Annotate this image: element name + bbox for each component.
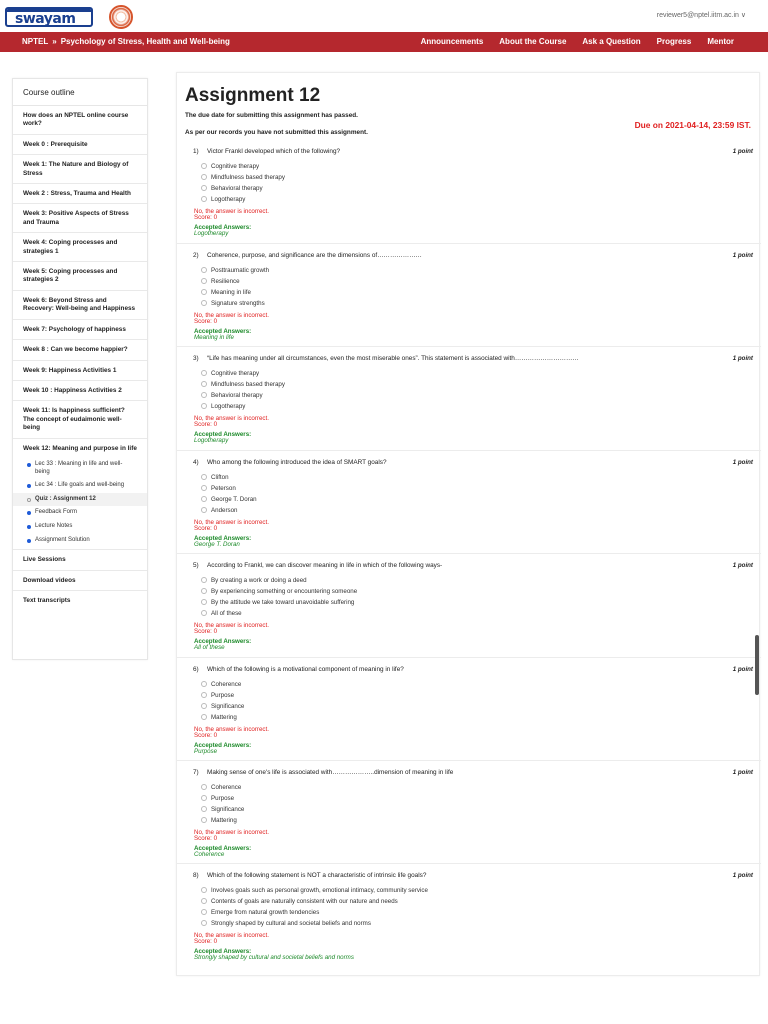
answer-option[interactable] — [201, 817, 237, 824]
bullet-icon — [27, 484, 31, 488]
question-divider — [177, 760, 761, 761]
accepted-answers-label: Accepted Answers: — [194, 948, 252, 955]
score-text: Score: 0 — [194, 214, 218, 221]
radio-button-icon[interactable] — [201, 381, 207, 387]
question-number: 5) — [193, 562, 199, 569]
accepted-answers-label: Accepted Answers: — [194, 224, 252, 231]
answer-option-label: Mattering — [211, 714, 237, 721]
question-text — [193, 459, 713, 466]
radio-button-icon[interactable] — [201, 370, 207, 376]
question-number: 7) — [193, 769, 199, 776]
answer-option-label: Logotherapy — [211, 403, 246, 410]
radio-button-icon[interactable] — [201, 909, 207, 915]
answer-option-label: Cognitive therapy — [211, 163, 260, 170]
accepted-answer-value: Meaning in life — [194, 334, 234, 341]
question-divider — [177, 863, 761, 864]
answer-option[interactable] — [201, 507, 238, 514]
answer-option-label: All of these — [211, 610, 242, 617]
question-text — [193, 872, 713, 879]
score-text: Score: 0 — [194, 628, 218, 635]
accepted-answer-value: Strongly shaped by cultural and societal beliefs and norms — [194, 954, 354, 961]
question-prompt: Coherence, purpose, and significance are the dimensions of………………… — [207, 252, 422, 259]
sidebar-subitem-label: Lecture Notes — [35, 522, 73, 529]
question-divider — [177, 657, 761, 658]
sidebar-item-week-0[interactable]: Week 0 : Prerequisite — [13, 135, 147, 155]
radio-button-icon[interactable] — [201, 887, 207, 893]
answer-option[interactable] — [201, 577, 307, 584]
answer-option-label: Contents of goals are naturally consistent with our nature and needs — [211, 898, 398, 905]
accepted-answer-value: George T. Doran — [194, 541, 240, 548]
nav-about-the-course[interactable]: About the Course — [499, 37, 567, 46]
question-divider — [177, 450, 761, 451]
sidebar-subitem-label: Quiz : Assignment 12 — [35, 495, 96, 502]
answer-option-label: Cognitive therapy — [211, 370, 260, 377]
bullet-icon — [27, 498, 31, 502]
sidebar-item-week-2[interactable]: Week 2 : Stress, Trauma and Health — [13, 184, 147, 204]
question-prompt: “Life has meaning under all circumstances, even the most miserable ones”. This statement is associated with………………………… — [207, 355, 579, 362]
radio-button-icon[interactable] — [201, 289, 207, 295]
answer-option[interactable] — [201, 403, 245, 410]
answer-option[interactable] — [201, 185, 263, 192]
radio-button-icon[interactable] — [201, 588, 207, 594]
sidebar-title: Course outline — [13, 79, 147, 106]
sidebar-item-live-sessions[interactable]: Live Sessions — [13, 550, 147, 570]
accepted-answer-value: Logotherapy — [194, 437, 229, 444]
answer-option-label: Posttraumatic growth — [211, 267, 270, 274]
answer-option[interactable] — [201, 714, 237, 721]
radio-button-icon[interactable] — [201, 403, 207, 409]
answer-option[interactable] — [201, 485, 236, 492]
accepted-answers-label: Accepted Answers: — [194, 431, 252, 438]
answer-option-label: Mattering — [211, 817, 237, 824]
answer-option-label: Emerge from natural growth tendencies — [211, 909, 320, 916]
radio-button-icon[interactable] — [201, 817, 207, 823]
question-number: 1) — [193, 148, 199, 155]
answer-option-label: Signature strengths — [211, 300, 265, 307]
answer-option-label: Peterson — [211, 485, 236, 492]
radio-button-icon[interactable] — [201, 806, 207, 812]
radio-button-icon[interactable] — [201, 703, 207, 709]
answer-option-label: George T. Doran — [211, 496, 257, 503]
sidebar-subitem-lec-33[interactable] — [13, 458, 147, 479]
sidebar-subitem-label: Assignment Solution — [35, 536, 90, 543]
question-text — [193, 562, 713, 569]
accepted-answers-label: Accepted Answers: — [194, 638, 252, 645]
sidebar-subitem-quiz-assignment-12[interactable] — [13, 493, 147, 507]
question-number: 8) — [193, 872, 199, 879]
radio-button-icon[interactable] — [201, 474, 207, 480]
answer-option[interactable] — [201, 300, 265, 307]
accepted-answer-value: All of these — [194, 644, 225, 651]
answer-option-label: Anderson — [211, 507, 238, 514]
question-points: 1 point — [732, 252, 753, 259]
answer-option[interactable] — [201, 920, 371, 927]
incorrect-answer-message: No, the answer is incorrect. — [194, 415, 269, 422]
answer-option[interactable] — [201, 588, 357, 595]
answer-option[interactable] — [201, 898, 398, 905]
sidebar-subitem-label: Lec 34 : Life goals and well-being — [35, 482, 125, 489]
question-points: 1 point — [732, 148, 753, 155]
question-prompt: Which of the following statement is NOT a characteristic of intrinsic life goals? — [207, 872, 427, 879]
answer-option-label: Involves goals such as personal growth, emotional intimacy, community service — [211, 887, 428, 894]
sidebar-subitem-label: Feedback Form — [35, 509, 78, 516]
question-points: 1 point — [732, 769, 753, 776]
answer-option-label: Coherence — [211, 681, 242, 688]
answer-option[interactable] — [201, 163, 259, 170]
bullet-icon — [27, 463, 31, 467]
question-divider — [177, 553, 761, 554]
answer-option[interactable] — [201, 392, 263, 399]
radio-button-icon[interactable] — [201, 577, 207, 583]
radio-button-icon[interactable] — [201, 898, 207, 904]
not-submitted-notice: As per our records you have not submitted this assignment. — [185, 129, 368, 136]
nav-links — [405, 37, 734, 46]
sidebar-item-text-transcripts[interactable]: Text transcripts — [23, 596, 71, 604]
sidebar-item-week-5[interactable]: Week 5: Coping processes and strategies 2 — [13, 262, 147, 291]
question-divider — [177, 346, 761, 347]
accepted-answer-value: Logotherapy — [194, 230, 229, 237]
breadcrumb-course[interactable]: Psychology of Stress, Health and Well-being — [60, 37, 230, 46]
sidebar-item-week-9[interactable]: Week 9: Happiness Activities 1 — [13, 361, 147, 381]
sidebar-item-week-7[interactable]: Week 7: Psychology of happiness — [13, 320, 147, 340]
radio-button-icon[interactable] — [201, 795, 207, 801]
sidebar-item-week-1[interactable]: Week 1: The Nature and Biology of Stress — [13, 155, 147, 184]
question-prompt: Which of the following is a motivational component of meaning in life? — [207, 666, 404, 673]
answer-option[interactable] — [201, 887, 428, 894]
radio-button-icon[interactable] — [201, 174, 207, 180]
bullet-icon — [27, 525, 31, 529]
question-points: 1 point — [732, 666, 753, 673]
answer-option-label: Mindfulness based therapy — [211, 174, 285, 181]
question-number: 6) — [193, 666, 199, 673]
breadcrumb-nptel[interactable]: NPTEL — [22, 37, 49, 46]
answer-option[interactable] — [201, 174, 285, 181]
sidebar-item-week-4[interactable]: Week 4: Coping processes and strategies 1 — [13, 233, 147, 262]
question-number: 2) — [193, 252, 199, 259]
sidebar-subitem-label: Lec 33 : Meaning in life and well-being — [35, 460, 123, 475]
radio-button-icon[interactable] — [201, 496, 207, 502]
radio-button-icon[interactable] — [201, 681, 207, 687]
radio-button-icon[interactable] — [201, 196, 207, 202]
accepted-answers-label: Accepted Answers: — [194, 328, 252, 335]
nav-progress[interactable]: Progress — [656, 37, 692, 46]
question-points: 1 point — [732, 459, 753, 466]
answer-option[interactable] — [201, 267, 269, 274]
user-account-menu[interactable]: reviewer5@nptel.iitm.ac.in ∨ — [656, 12, 746, 19]
answer-option[interactable] — [201, 681, 241, 688]
answer-option[interactable] — [201, 909, 319, 916]
sidebar-subitem-feedback-form[interactable] — [13, 506, 147, 520]
answer-option[interactable] — [201, 496, 257, 503]
answer-option-label: Meaning in life — [211, 289, 251, 296]
sidebar-item-week-3[interactable]: Week 3: Positive Aspects of Stress and Trauma — [13, 204, 147, 233]
question-number: 4) — [193, 459, 199, 466]
question-text — [193, 666, 713, 673]
score-text: Score: 0 — [194, 835, 218, 842]
incorrect-answer-message: No, the answer is incorrect. — [194, 932, 269, 939]
sidebar-item-download-videos[interactable]: Download videos — [13, 571, 147, 591]
radio-button-icon[interactable] — [201, 692, 207, 698]
answer-option-label: By the attitude we take toward unavoidable suffering — [211, 599, 355, 606]
answer-option-label: Purpose — [211, 692, 235, 699]
scrollbar[interactable] — [755, 635, 759, 695]
answer-option-label: Purpose — [211, 795, 235, 802]
score-text: Score: 0 — [194, 525, 218, 532]
sidebar-item-how-nptel-works[interactable]: How does an NPTEL online course work? — [13, 106, 147, 135]
answer-option-label: Strongly shaped by cultural and societal beliefs and norms — [211, 920, 371, 927]
sidebar-item-week-12[interactable]: Week 12: Meaning and purpose in life — [23, 444, 137, 452]
answer-option[interactable] — [201, 806, 244, 813]
answer-option[interactable] — [201, 278, 240, 285]
sidebar-subitem-lec-34[interactable] — [13, 479, 147, 493]
radio-button-icon[interactable] — [201, 784, 207, 790]
due-date-passed-notice: The due date for submitting this assignment has passed. — [185, 112, 358, 119]
top-header — [0, 0, 768, 32]
page-title: Assignment 12 — [185, 85, 321, 106]
logo-text: swayam — [15, 11, 76, 27]
score-text: Score: 0 — [194, 938, 218, 945]
question-text — [193, 769, 713, 776]
sidebar-subitem-lecture-notes[interactable] — [13, 520, 147, 534]
sidebar-subitem-assignment-solution[interactable] — [13, 534, 147, 551]
question-text — [193, 355, 713, 362]
answer-option[interactable] — [201, 610, 242, 617]
radio-button-icon[interactable] — [201, 267, 207, 273]
answer-option-label: Significance — [211, 703, 245, 710]
question-prompt: Who among the following introduced the idea of SMART goals? — [207, 459, 387, 466]
question-points: 1 point — [732, 355, 753, 362]
course-navbar — [0, 32, 768, 52]
radio-button-icon[interactable] — [201, 714, 207, 720]
incorrect-answer-message: No, the answer is incorrect. — [194, 726, 269, 733]
swayam-logo[interactable] — [5, 7, 93, 27]
answer-option[interactable] — [201, 381, 285, 388]
answer-option-label: Mindfulness based therapy — [211, 381, 285, 388]
assignment-panel — [176, 72, 760, 976]
incorrect-answer-message: No, the answer is incorrect. — [194, 829, 269, 836]
question-number: 3) — [193, 355, 199, 362]
question-text — [193, 252, 713, 259]
score-text: Score: 0 — [194, 421, 218, 428]
radio-button-icon[interactable] — [201, 185, 207, 191]
question-points: 1 point — [732, 562, 753, 569]
incorrect-answer-message: No, the answer is incorrect. — [194, 622, 269, 629]
sidebar-item-week-11[interactable]: Week 11: Is happiness sufficient? The concept of eudaimonic well-being — [13, 401, 147, 438]
accepted-answer-value: Coherence — [194, 851, 225, 858]
answer-option-label: Behavioral therapy — [211, 392, 263, 399]
nav-mentor[interactable]: Mentor — [707, 37, 734, 46]
incorrect-answer-message: No, the answer is incorrect. — [194, 208, 269, 215]
radio-button-icon[interactable] — [201, 599, 207, 605]
answer-option[interactable] — [201, 784, 241, 791]
answer-option-label: By experiencing something or encountering someone — [211, 588, 358, 595]
incorrect-answer-message: No, the answer is incorrect. — [194, 312, 269, 319]
question-prompt: Victor Frankl developed which of the following? — [207, 148, 341, 155]
course-outline-sidebar — [12, 78, 148, 660]
answer-option[interactable] — [201, 474, 229, 481]
score-text: Score: 0 — [194, 732, 218, 739]
answer-option[interactable] — [201, 703, 244, 710]
answer-option-label: Coherence — [211, 784, 242, 791]
sidebar-item-week-8[interactable]: Week 8 : Can we become happier? — [13, 340, 147, 360]
answer-option-label: Logotherapy — [211, 196, 246, 203]
answer-option-label: Behavioral therapy — [211, 185, 263, 192]
score-text: Score: 0 — [194, 318, 218, 325]
radio-button-icon[interactable] — [201, 920, 207, 926]
accepted-answer-value: Purpose — [194, 748, 218, 755]
due-date: Due on 2021-04-14, 23:59 IST. — [634, 120, 751, 130]
accepted-answers-label: Accepted Answers: — [194, 535, 252, 542]
question-text — [193, 148, 713, 155]
answer-option-label: By creating a work or doing a deed — [211, 577, 307, 584]
answer-option-label: Resilience — [211, 278, 240, 285]
question-prompt: Making sense of one's life is associated with………………..dimension of meaning in life — [207, 769, 454, 776]
nptel-emblem-icon[interactable] — [109, 5, 133, 29]
bullet-icon — [27, 511, 31, 515]
sidebar-item-week-6[interactable]: Week 6: Beyond Stress and Recovery: Well-being and Happiness — [13, 291, 147, 320]
answer-option[interactable] — [201, 795, 234, 802]
radio-button-icon[interactable] — [201, 610, 207, 616]
answer-option[interactable] — [201, 196, 245, 203]
question-divider — [177, 243, 761, 244]
incorrect-answer-message: No, the answer is incorrect. — [194, 519, 269, 526]
breadcrumb — [22, 37, 230, 46]
radio-button-icon[interactable] — [201, 507, 207, 513]
question-prompt: According to Frankl, we can discover meaning in life in which of the following ways- — [207, 562, 443, 569]
radio-button-icon[interactable] — [201, 392, 207, 398]
nav-ask-a-question[interactable]: Ask a Question — [582, 37, 641, 46]
sidebar-item-week-10[interactable]: Week 10 : Happiness Activities 2 — [13, 381, 147, 401]
radio-button-icon[interactable] — [201, 485, 207, 491]
radio-button-icon[interactable] — [201, 163, 207, 169]
bullet-icon — [27, 539, 31, 543]
answer-option[interactable] — [201, 599, 354, 606]
accepted-answers-label: Accepted Answers: — [194, 845, 252, 852]
answer-option[interactable] — [201, 370, 259, 377]
breadcrumb-separator: » — [52, 37, 57, 46]
radio-button-icon[interactable] — [201, 278, 207, 284]
answer-option-label: Clifton — [211, 474, 229, 481]
accepted-answers-label: Accepted Answers: — [194, 742, 252, 749]
answer-option[interactable] — [201, 289, 251, 296]
radio-button-icon[interactable] — [201, 300, 207, 306]
answer-option[interactable] — [201, 692, 234, 699]
nav-announcements[interactable]: Announcements — [420, 37, 484, 46]
question-points: 1 point — [732, 872, 753, 879]
answer-option-label: Significance — [211, 806, 245, 813]
